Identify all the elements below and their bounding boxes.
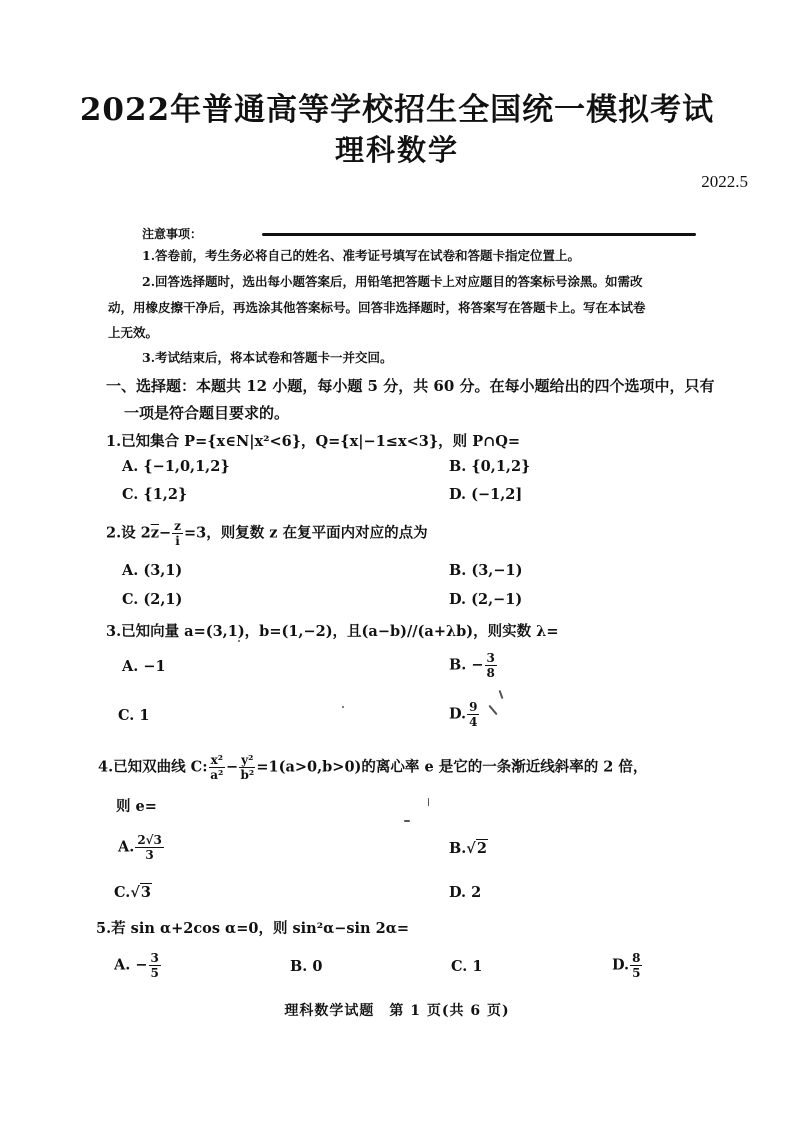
q3-b-den: 8 — [486, 666, 495, 680]
exam-date: 2022.5 — [701, 172, 748, 191]
q4-stem-prefix: 4.已知双曲线 C: — [98, 758, 208, 776]
q4-fraction-x — [209, 754, 225, 781]
page-footer: 理科数学试题 第 1 页(共 6 页) — [284, 1003, 510, 1019]
divider — [262, 233, 696, 236]
q4-option-a-prefix: A. — [118, 838, 135, 856]
q2-fraction — [172, 520, 183, 547]
q5-option-a-prefix: A. − — [114, 956, 148, 974]
notice-label: 注意事项： — [142, 227, 203, 241]
q4-option-b-prefix: B.√ — [449, 840, 476, 857]
question-4-stem-cont: 则 e= — [116, 798, 157, 815]
q5-option-d-fraction — [630, 952, 642, 979]
q2-z-conjugate: $\overline{z}$ — [150, 524, 160, 542]
q2-frac-den: i — [175, 534, 180, 548]
q4-f2-num: y² — [241, 753, 254, 767]
q4-option-a-fraction — [135, 834, 164, 861]
scan-speck — [499, 690, 504, 699]
q2-stem-suffix: =3，则复数 z 在复平面内对应的点为 — [184, 524, 428, 542]
q4-option-b — [449, 840, 488, 857]
scan-speck — [428, 798, 429, 806]
q2-option-a: A. (3,1) — [122, 562, 183, 579]
notice-item-2: 2.回答选择题时，选出每小题答案后，用铅笔把答题卡上对应题目的答案标号涂黑。如需改 — [142, 274, 643, 289]
q4-option-d: D. 2 — [449, 884, 482, 901]
q4-f1-den: a² — [210, 768, 224, 782]
q3-option-d-fraction — [467, 701, 479, 728]
q4-f2-den: b² — [240, 768, 255, 782]
q5-option-d — [612, 952, 643, 979]
scan-speck — [488, 705, 497, 715]
q5-option-d-prefix: D. — [612, 956, 630, 974]
question-1-stem: 1.已知集合 P={x∈N|x²<6}，Q={x|−1≤x<3}，则 P∩Q= — [106, 433, 521, 450]
q3-option-b-prefix: B. − — [449, 656, 484, 674]
scan-speck — [342, 706, 344, 708]
q4-option-c-prefix: C.√ — [114, 884, 140, 901]
subject-title: 理科数学 — [334, 133, 459, 167]
q2-stem-prefix: 2.设 2 — [106, 524, 151, 542]
q2-option-d: D. (2,−1) — [449, 591, 523, 608]
q3-option-d — [449, 701, 480, 728]
q1-option-a: A. {−1,0,1,2} — [122, 458, 230, 475]
q5-option-a — [114, 952, 162, 979]
notice-item-1: 1.答卷前，考生务必将自己的姓名、准考证号填写在试卷和答题卡指定位置上。 — [142, 248, 581, 263]
q5-a-den: 5 — [150, 966, 159, 980]
q3-b-num: 3 — [486, 651, 495, 665]
q3-option-d-prefix: D. — [449, 705, 467, 723]
q5-option-c: C. 1 — [451, 958, 483, 975]
q1-option-c: C. {1,2} — [122, 486, 188, 503]
q2-frac-num: z — [174, 519, 181, 533]
q5-d-den: 5 — [632, 966, 641, 980]
q4-minus: − — [226, 758, 239, 776]
question-2-stem — [106, 520, 428, 547]
q4-fraction-y — [239, 754, 255, 781]
q4-a-den: 3 — [145, 848, 154, 862]
scan-speck — [404, 820, 410, 822]
q4-a-num: 2√3 — [137, 833, 162, 847]
question-3-stem: 3.已知向量 a=(3,1)，b=(1,−2)，且(a−b)//(a+λb)，则实数 λ= — [106, 623, 559, 640]
q4-option-c-radicand: 3 — [140, 884, 151, 901]
q5-d-num: 8 — [632, 951, 641, 965]
question-4-stem — [98, 754, 647, 781]
q2-option-b: B. (3,−1) — [449, 562, 523, 579]
q3-option-c: C. 1 — [118, 707, 150, 724]
exam-title: 2022年普通高等学校招生全国统一模拟考试 — [79, 92, 715, 128]
q4-option-c — [114, 884, 152, 901]
q3-option-a: A. −1 — [122, 658, 166, 675]
q4-stem-suffix: =1(a>0,b>0)的离心率 e 是它的一条渐近线斜率的 2 倍， — [256, 758, 648, 776]
q4-option-a — [118, 834, 165, 861]
scan-speck — [238, 640, 240, 642]
notice-item-3: 3.考试结束后，将本试卷和答题卡一并交回。 — [142, 350, 393, 365]
q5-option-a-fraction — [149, 952, 161, 979]
q2-minus: − — [159, 524, 172, 542]
section-heading: 一、选择题：本题共 12 小题，每小题 5 分，共 60 分。在每小题给出的四个选项中，只有 — [106, 377, 715, 395]
q4-option-b-radicand: 2 — [476, 840, 487, 857]
question-5-stem: 5.若 sin α+2cos α=0，则 sin²α−sin 2α= — [96, 920, 410, 937]
notice-item-2-end: 上无效。 — [108, 325, 159, 340]
q5-a-num: 3 — [150, 951, 159, 965]
q3-option-b — [449, 652, 498, 679]
notice-item-2-cont: 动，用橡皮擦干净后，再选涂其他答案标号。回答非选择题时，将答案写在答题卡上。写在本试卷 — [108, 300, 646, 315]
q1-option-d: D. (−1,2] — [449, 486, 523, 503]
q3-d-den: 4 — [469, 715, 478, 729]
q5-option-b: B. 0 — [290, 958, 323, 975]
q3-option-b-fraction — [485, 652, 497, 679]
q2-option-c: C. (2,1) — [122, 591, 183, 608]
q3-d-num: 9 — [469, 700, 478, 714]
q4-f1-num: x² — [210, 753, 223, 767]
section-heading-cont: 一项是符合题目要求的。 — [124, 404, 290, 422]
q1-option-b: B. {0,1,2} — [449, 458, 531, 475]
